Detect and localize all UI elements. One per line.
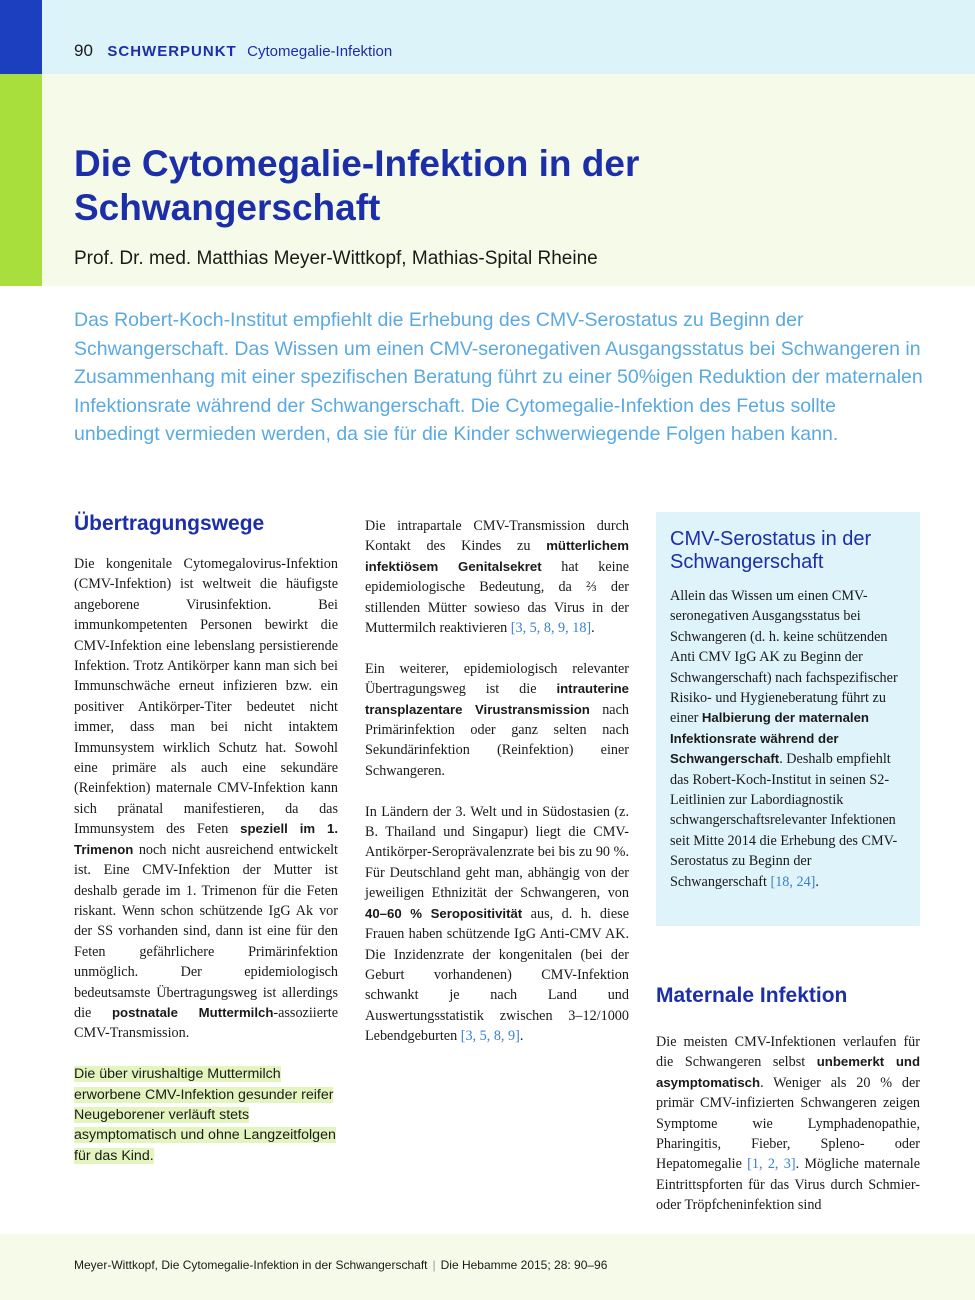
footer-title: Die Cytomegalie-Infektion in der Schwangerschaft: [161, 1258, 428, 1272]
text-run: aus, d. h. diese Frauen haben schützende IgG Anti-CMV AK. Die Inzidenzrate der kongenitalen (bei der Geburt vorhandenen) CMV-Infektion schwankt je nach Land und Auswertungsstatistik zwischen 3–12/1000 Lebendgeburten: [365, 905, 629, 1045]
bold-text: unbemerkt und asymptomatisch: [656, 1054, 921, 1090]
bold-text: mütterlichem infektiösem Genitalsekret: [365, 538, 629, 574]
header-accent-block: [0, 0, 42, 74]
highlighted-note: [74, 1064, 338, 1166]
article-author: Prof. Dr. med. Matthias Meyer-Wittkopf, Mathias-Spital Rheine: [74, 248, 598, 269]
heading-uebertragungswege: Übertragungswege: [74, 512, 265, 535]
reference-link[interactable]: [3, 5, 8, 9]: [460, 1028, 520, 1045]
title-accent-block: [0, 74, 42, 286]
text-run: Ein weiterer, epidemiologisch relevanter Übertragungsweg ist die: [365, 660, 629, 698]
text-run: .: [815, 873, 819, 890]
article-lead: Das Robert-Koch-Institut empfiehlt die Erhebung des CMV-Serostatus zu Beginn der Schwangerschaft. Das Wissen um einen CMV-seronegativen Ausgangsstatus bei Schwangeren in Zusammenhang mit einer spezifischen Beratung führt zu einer 50%igen Reduktion der maternalen Infektionsrate während der Schwangerschaft. Die Cytomegalie-Infektion des Fetus sollte unbedingt vermieden werden, da sie für die Kinder schwerwiegende Folgen haben kann.: [74, 309, 923, 446]
text-run: .: [591, 620, 595, 637]
text-run: Die kongenitale Cytomegalovirus-Infektion (CMV-Infektion) ist weltweit die häufigste angeborene Virusinfektion. Bei immunkompetenten Personen bewirkt die CMV-Infektion eine lebenslang persistierende Infektion. Trotz Antikörper kann man sich bei Immunschwäche erneut infizieren bzw. ein positiver Antikörper-Titer bedeutet nicht immer, dass man bei nicht intaktem Immunsystem wirklich Schutz hat. Sowohl eine primäre als auch eine sekundäre (Reinfektion) maternale CMV-Infektion kann sich pränatal manifestieren, da das Immunsystem des Feten: [74, 556, 338, 838]
heading-maternale-infektion: Maternale Infektion: [656, 984, 848, 1007]
text-run: In Ländern der 3. Welt und in Südostasien (z. B. Thailand und Singapur) liegt die CMV-Antikörper-Seroprävalenzrate bei bis zu 90 %. Für Deutschland geht man, abhängig von der jeweiligen Ethnizität der Schwangeren, von: [365, 803, 629, 902]
column-1: [74, 510, 338, 1187]
bold-text: intrauterine transplazentare Virustransmission: [365, 681, 629, 717]
section-topic: Cytomegalie-Infektion: [247, 43, 393, 60]
bold-text: speziell im 1. Trimenon: [74, 821, 338, 857]
bold-text: postnatale Muttermilch: [111, 1004, 274, 1020]
info-box-body: [670, 586, 906, 892]
column-3: [656, 982, 920, 1236]
article-title: Die Cytomegalie-Infektion in der Schwangerschaft: [74, 143, 640, 228]
text-run: .: [519, 1028, 524, 1045]
footer-author: Meyer-Wittkopf,: [74, 1258, 159, 1272]
footer-separator: |: [432, 1258, 436, 1272]
section-label: SCHWERPUNKT: [107, 43, 237, 60]
text-run: hat keine epidemiologische Bedeutung, da ⅔ der stillenden Mütter sowieso das Virus in der Muttermilch reaktivieren: [365, 558, 629, 637]
info-box: [656, 512, 920, 926]
page-number: 90: [74, 41, 93, 60]
text-run: Die meisten CMV-Infektionen verlaufen für die Schwangeren selbst: [656, 1034, 920, 1071]
bold-text: Halbierung der maternalen Infektionsrate während der Schwangerschaft: [670, 710, 869, 767]
reference-link[interactable]: [18, 24]: [770, 873, 816, 890]
text-run: nach Primärinfektion oder ganz selten nach Sekundärinfektion (Reinfektion) einer Schwangeren.: [365, 701, 629, 779]
bold-text: 40–60 % Seropositivität: [365, 905, 523, 921]
text-run: . Weniger als 20 % der primär CMV-infizierten Schwangeren zeigen Symptome wie Lymphadenopathie, Pharingitis, Fieber, Spleno- oder Hepatomegalie: [656, 1074, 920, 1173]
reference-link[interactable]: [3, 5, 8, 9, 18]: [510, 620, 592, 637]
highlight-text: Die über virushaltige Muttermilch erworbene CMV-Infektion gesunder reifer Neugeborener verläuft stets asymptomatisch und ohne Langzeitfolgen für das Kind.: [74, 1066, 336, 1164]
column-2: [365, 516, 629, 1067]
paragraph: [74, 554, 338, 1044]
running-header: [74, 40, 392, 63]
paragraph: [365, 516, 629, 638]
footer: [74, 1257, 607, 1273]
text-run: . Mögliche maternale Eintrittspforten für das Virus durch Schmier- oder Tröpfcheninfektion sind: [656, 1156, 920, 1214]
text-run: -assoziierte CMV-Transmission.: [74, 1004, 338, 1042]
text-run: . Deshalb empfiehlt das Robert-Koch-Institut in seinen S2-Leitlinien zur Labordiagnostik schwangerschaftsrelevanter Infektionen seit Mitte 2014 die Erhebung des CMV-Serostatus zu Beginn der Schwangerschaft: [670, 751, 898, 890]
paragraph: [365, 802, 629, 1047]
footer-citation: Die Hebamme 2015; 28: 90–96: [440, 1258, 608, 1272]
text-run: noch nicht ausreichend entwickelt ist. Eine CMV-Infektion der Mutter ist deshalb gerade im 1. Trimenon für die Feten riskant. Wenn schon schützende IgG Ak vor der SS vorhanden sind, dann ist eine für den Feten gefährlichere Primärinfektion unmöglich. Der epidemiologisch bedeutsamste Übertragungsweg ist allerdings die: [74, 841, 338, 1021]
text-run: Allein das Wissen um einen CMV-seronegativen Ausgangsstatus bei Schwangeren (d. h. keine schützenden Anti CMV IgG AK zu Beginn der Schwangerschaft) nach fachspezifischer Risiko- und Hygieneberatung führt zu einer: [670, 588, 898, 727]
info-box-title: CMV-Serostatus in der Schwangerschaft: [670, 528, 872, 573]
text-run: Die intrapartale CMV-Transmission durch Kontakt des Kindes zu: [365, 518, 629, 555]
paragraph: [365, 659, 629, 781]
reference-link[interactable]: [1, 2, 3]: [747, 1156, 796, 1173]
paragraph: [656, 1032, 920, 1216]
